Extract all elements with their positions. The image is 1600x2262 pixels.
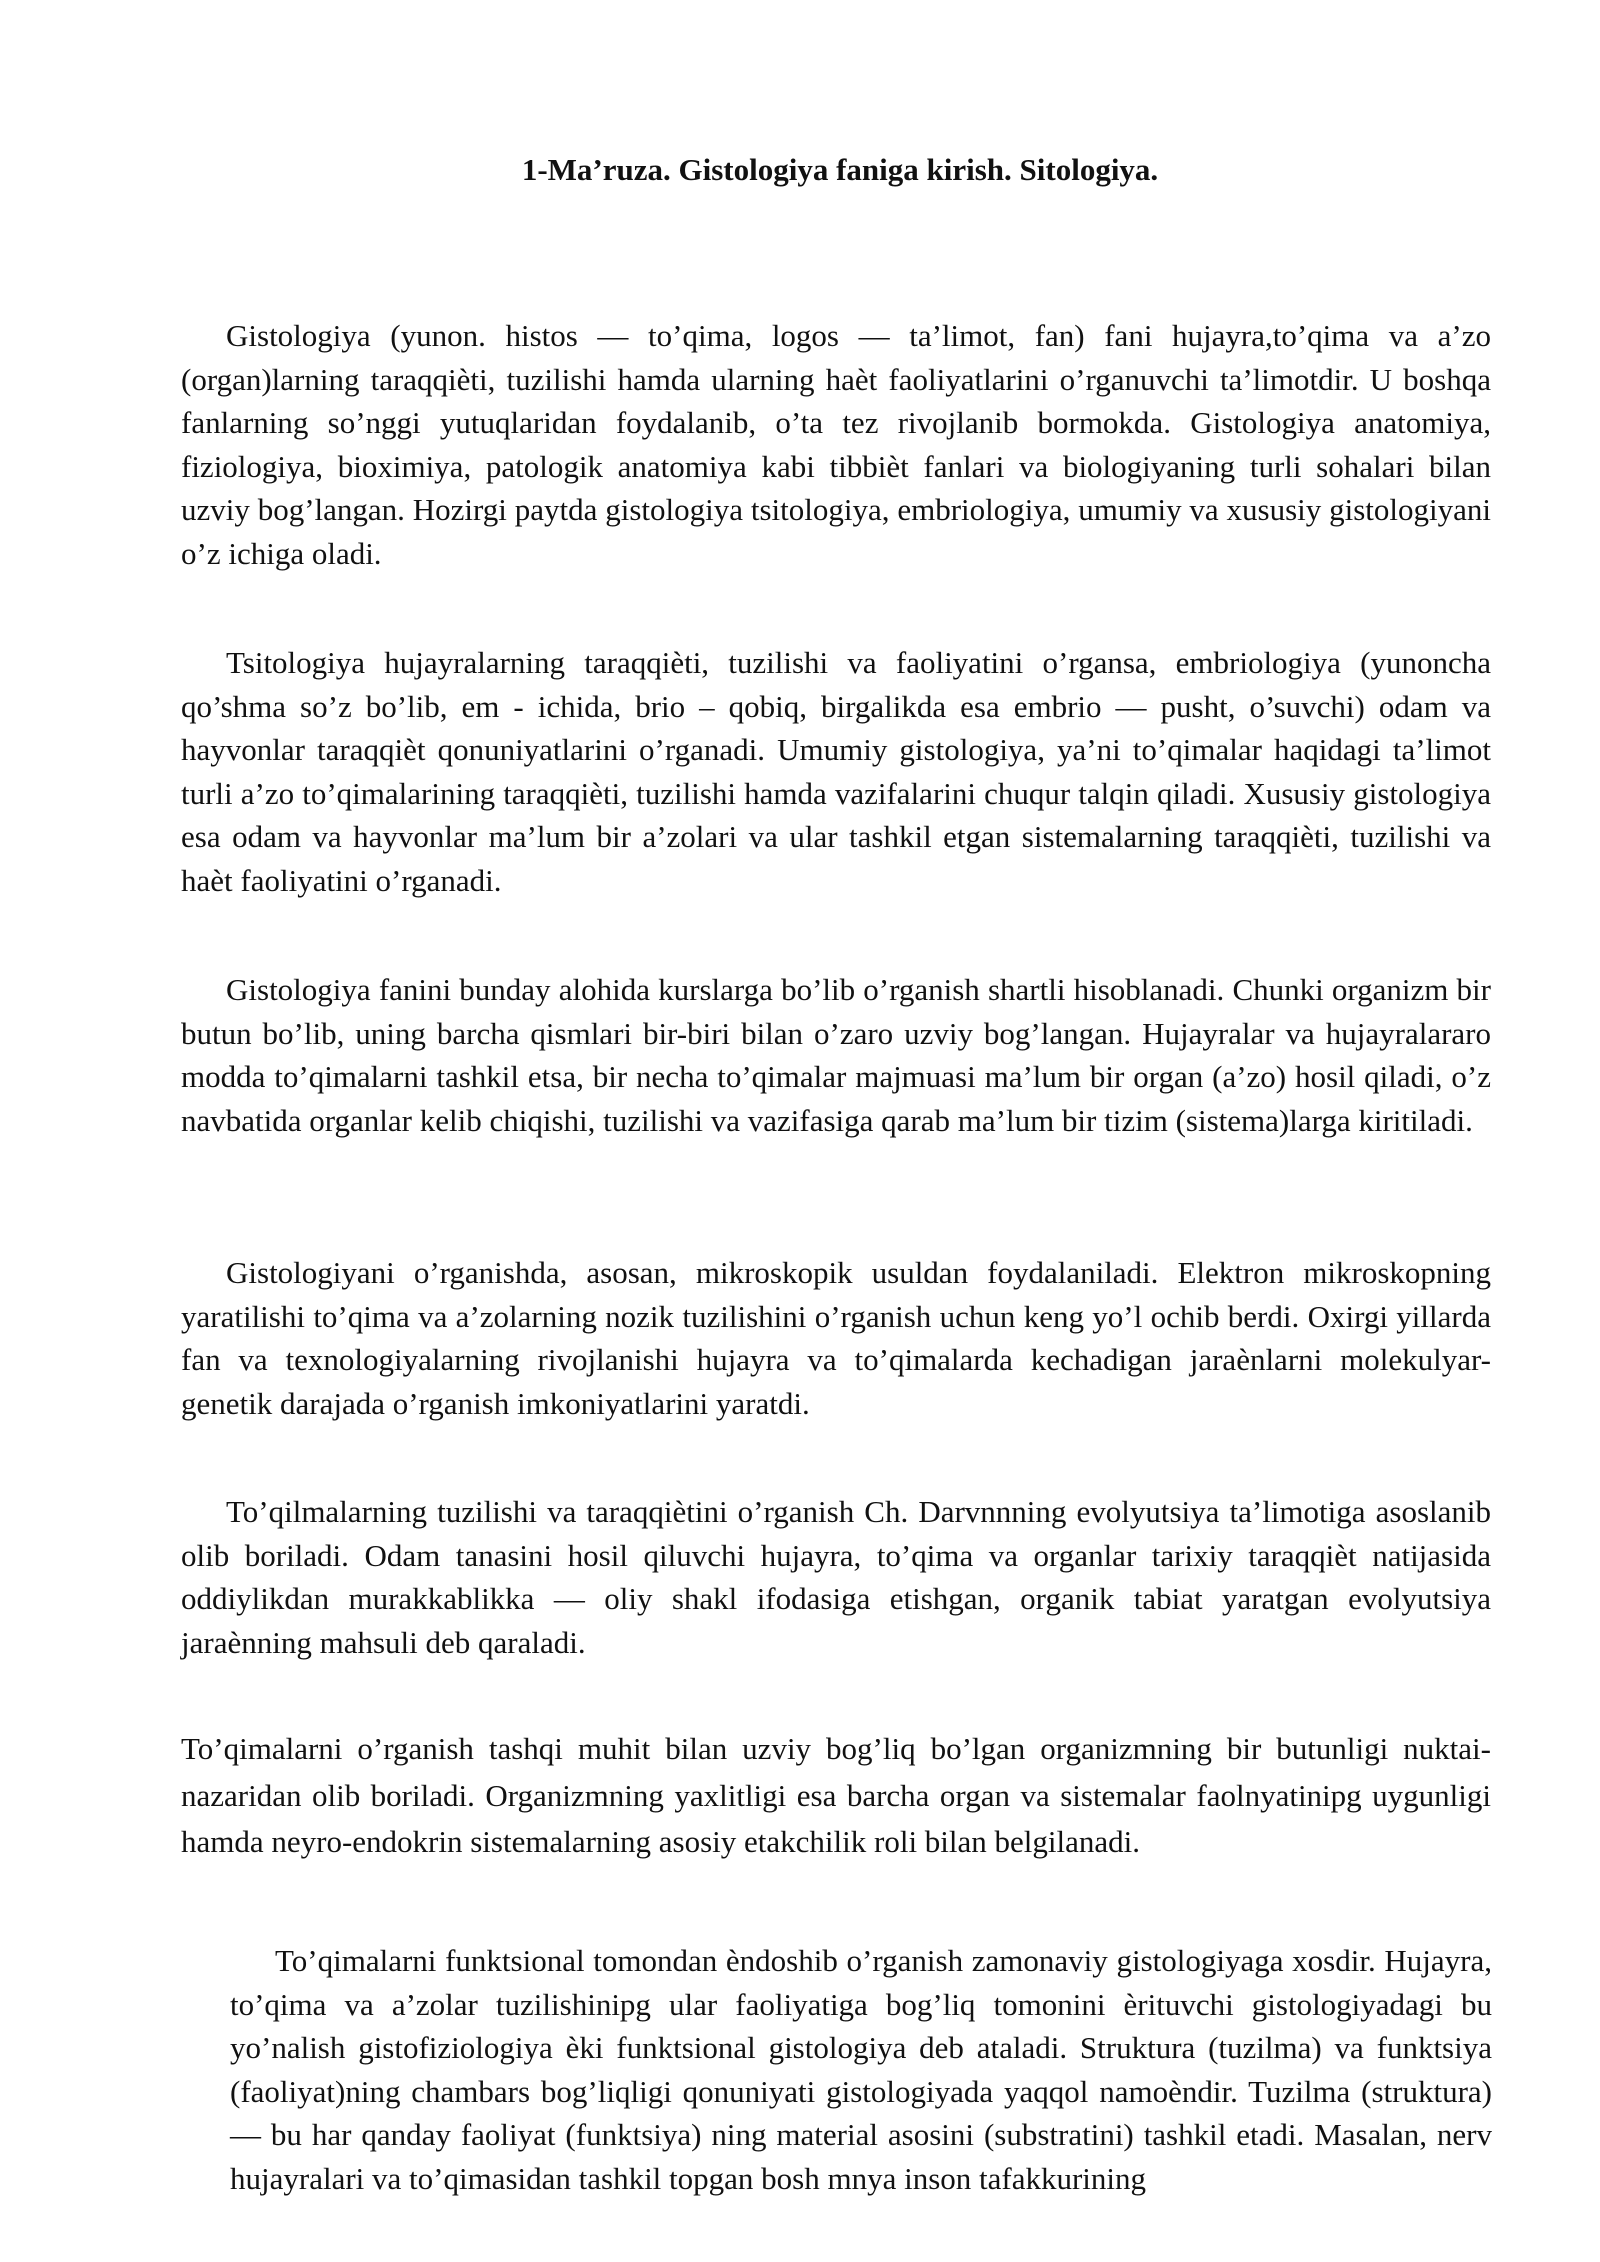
paragraph-7: To’qimalarni funktsional tomondan èndoshib o’rganish zamonaviy gistologiyaga xosdir. Hujayra, to’qima va a’zolar tuzilishinipg ular faoliyatiga bog’liq tomonini èrituvchi gistologiyadagi bu yo’nalish gistofiziologiya èki funktsional gistologiya deb ataladi. Struktura (tuzilma) va funktsiya (faoliyat)ning chambars bog’liqligi qonuniyati gistologiyada yaqqol namoèndir. Tuzilma (struktura) — bu har qanday faoliyat (funktsiya) ning material asosini (substratini) tashkil etadi. Masalan, nerv hujayralari va to’qimasidan tashkil topgan bosh mnya inson tafakkurining bbox=[230, 1943, 1492, 2196]
paragraph-5: To’qilmalarning tuzilishi va taraqqiètini o’rganish Ch. Darvnnning evolyutsiya ta’limotiga asoslanib olib boriladi. Odam tanasini hosil qiluvchi hujayra, to’qima va organlar tarixiy taraqqièt natijasida oddiylikdan murakkablikka — oliy shakl ifodasiga etishgan, organik tabiat yaratgan evolyutsiya jaraènning mahsuli deb qaraladi. bbox=[181, 1494, 1491, 1660]
paragraph-2: Tsitologiya hujayralarning taraqqièti, tuzilishi va faoliyatini o’rgansa, embriologiya (yunoncha qo’shma so’z bo’lib, em - ichida, brio – qobiq, birgalikda esa embrio — pusht, o’suvchi) odam va hayvonlar taraqqièt qonuniyatlarini o’rganadi. Umumiy gistologiya, ya’ni to’qimalar haqidagi ta’limot turli a’zo to’qimalarining taraqqièti, tuzilishi hamda vazifalarini chuqur talqin qiladi. Xususiy gistologiya esa odam va hayvonlar ma’lum bir a’zolari va ular tashkil etgan sistemalarning taraqqièti, tuzilishi va haèt faoliyatini o’rganadi. bbox=[181, 645, 1491, 898]
lecture-title: 1-Ma’ruza. Gistologiya faniga kirish. Sitologiya. bbox=[521, 152, 1159, 187]
paragraph-6: To’qimalarni o’rganish tashqi muhit bilan uzviy bog’liq bo’lgan organizmning bir butunligi nuktai-nazaridan olib boriladi. Organizmning yaxlitligi esa barcha organ va sistemalar faolnyatinipg uygunligi hamda neyro-endokrin sistemalarning asosiy etakchilik roli bilan belgilanadi. bbox=[181, 1731, 1491, 1859]
paragraph-3: Gistologiya fanini bunday alohida kurslarga bo’lib o’rganish shartli hisoblanadi. Chunki organizm bir butun bo’lib, uning barcha qismlari bir-biri bilan o’zaro uzviy bog’langan. Hujayralar va hujayralararo modda to’qimalarni tashkil etsa, bir necha to’qimalar majmuasi ma’lum bir organ (a’zo) hosil qiladi, o’z navbatida organlar kelib chiqishi, tuzilishi va vazifasiga qarab ma’lum bir tizim (sistema)larga kiritiladi. bbox=[181, 972, 1491, 1138]
paragraph-4: Gistologiyani o’rganishda, asosan, mikroskopik usuldan foydalaniladi. Elektron mikroskopning yaratilishi to’qima va a’zolarning nozik tuzilishini o’rganish uchun keng yo’l ochib berdi. Oxirgi yillarda fan va texnologiyalarning rivojlanishi hujayra va to’qimalarda kechadigan jaraènlarni molekulyar-genetik darajada o’rganish imkoniyatlarini yaratdi. bbox=[181, 1255, 1491, 1421]
paragraph-1: Gistologiya (yunon. histos — to’qima, logos — ta’limot, fan) fani hujayra,to’qima va a’zo (organ)larning taraqqièti, tuzilishi hamda ularning haèt faoliyatlarini o’rganuvchi ta’limotdir. U boshqa fanlarning so’nggi yutuqlaridan foydalanib, o’ta tez rivojlanib bormokda. Gistologiya anatomiya, fiziologiya, bioximiya, patologik anatomiya kabi tibbièt fanlari va biologiyaning turli sohalari bilan uzviy bog’langan. Hozirgi paytda gistologiya tsitologiya, embriologiya, umumiy va xususiy gistologiyani o’z ichiga oladi. bbox=[181, 318, 1491, 571]
